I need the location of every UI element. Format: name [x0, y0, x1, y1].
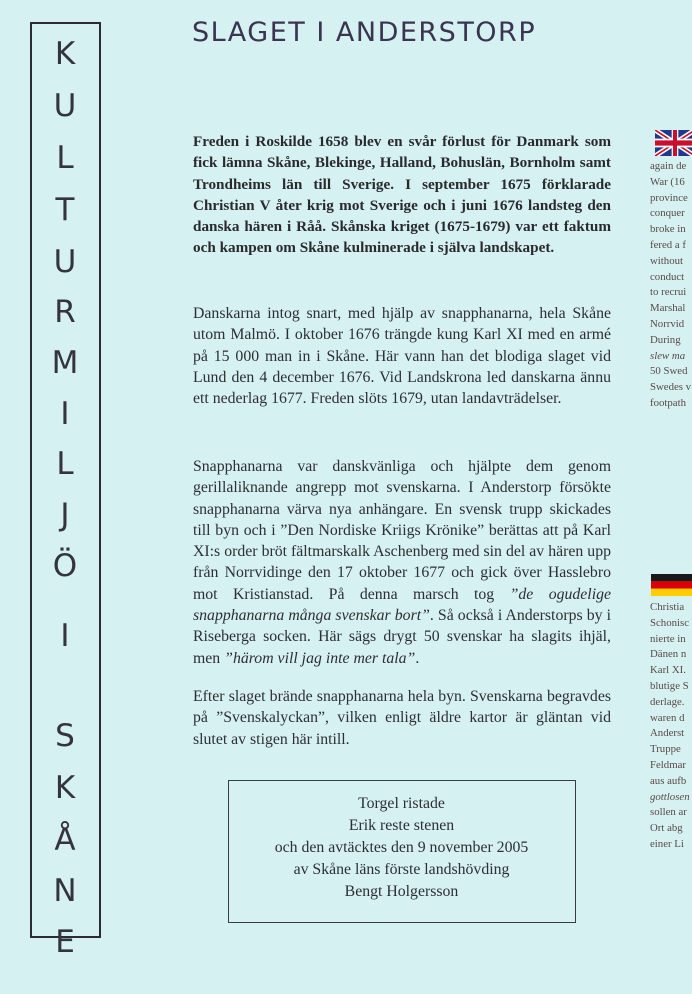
banner-letter: K — [54, 36, 77, 72]
side-text-line: aus aufb — [650, 774, 687, 787]
paragraph-2-text-c: . — [415, 649, 420, 667]
credit-line: av Skåne läns förste landshövding — [293, 861, 510, 878]
side-text-line: fered a f — [650, 238, 686, 251]
banner-letter: M — [51, 345, 80, 381]
side-text-line: without — [650, 254, 683, 267]
side-text-line: Ort abg — [650, 822, 683, 835]
banner-letter: I — [60, 396, 71, 432]
banner-letter: E — [55, 924, 76, 960]
side-text-line: Schonisc — [650, 616, 689, 629]
banner-letter: L — [56, 446, 75, 482]
side-text-line: Swedes v — [650, 381, 692, 394]
side-text-line: Marshal — [650, 302, 686, 315]
banner-letter: T — [55, 192, 76, 228]
paragraph-1: Danskarna intog snart, med hjälp av snapphanarna, hela Skåne utom Malmö. I oktober 1676 trängde kung Karl XI med en armé på 15 000 man in i Skåne. Här vann han det blodiga slaget vid Lund den 4 december 1676. Vid Landskrona led danskarna ännu ett nederlag 1677. Freden slöts 1679, utan landavträdelser. — [193, 305, 611, 408]
kulturmiljo-banner — [30, 22, 101, 960]
banner-letter: K — [54, 770, 77, 806]
intro-paragraph: Freden i Roskilde 1658 blev en svår förlust för Danmark som fick lämna Skåne, Blekinge, Halland, Bohuslän, Bornholm samt Trondheims län till Sverige. I september 1675 förklarade Christian V åter krig mot Sverige och i juni 1676 landsteg den danska hären i Råå. Skånska kriget (1675-1679) var ett faktum och kampen om Skåne kulminerade i själva landskapet. — [193, 133, 611, 257]
side-text-line: Norrvid — [650, 317, 685, 330]
credit-line: Erik reste stenen — [348, 817, 455, 834]
side-text-line: Karl XI. — [650, 664, 686, 677]
side-text-line: Feldmar — [650, 758, 686, 771]
banner-letter: L — [56, 140, 75, 176]
side-text-line: Christia — [650, 601, 685, 613]
german-flag-icon — [651, 574, 692, 596]
side-text-line: conduct — [650, 270, 685, 283]
side-text-line: 50 Swed — [650, 365, 688, 378]
banner-letter: I — [60, 618, 71, 654]
side-text-line: Anderst — [650, 727, 685, 740]
side-text-line: slew ma — [650, 349, 686, 362]
paragraph-2-text-a: Snapphanarna var danskvänliga och hjälpte dem genom gerillaliknande angrepp mot svenskarna. I Anderstorp försökte snapphanarna värva nya anhängare. En svensk trupp skickades till byn och i ”Den Nordiske Kriigs Krönike” berättas att på Karl XI:s order bröt fältmarskalk Aschenberg med sin del av hären upp från Norrvidinge den 17 oktober 1677 och gick över Hasslebro mot Kristianstad. På denna marsch tog — [193, 458, 611, 603]
banner-letter: N — [53, 873, 78, 909]
side-text-line: einer Li — [650, 837, 684, 850]
quote-2: ”härom vill jag inte mer tala” — [224, 649, 416, 667]
side-text-line: conquer — [650, 207, 685, 220]
paragraph-3: Efter slaget brände snapphanarna hela byn. Svenskarna begravdes på ”Svenskalyckan”, vilken enligt äldre kartor är gläntan vid slutet av stigen här intill. — [193, 688, 611, 748]
credit-line: och den avtäcktes den 9 november 2005 — [274, 839, 529, 856]
uk-flag-icon — [655, 130, 692, 156]
side-text-line: nierte in — [650, 632, 686, 645]
banner-letter: R — [54, 294, 77, 330]
credits-box — [228, 780, 576, 923]
banner-letter: Ö — [52, 548, 79, 584]
side-text-line: sollen ar — [650, 806, 687, 819]
banner-letter: Å — [54, 822, 77, 858]
credit-line: Torgel ristade — [358, 795, 445, 812]
paragraph-2 — [193, 456, 611, 669]
german-text-column — [650, 600, 692, 853]
side-text-line: blutige S — [650, 679, 689, 692]
side-text-line: again de — [650, 160, 687, 172]
english-text-column — [650, 159, 692, 412]
quote-1: ”de ogudelige snapphanarna många svenskar bort” — [193, 585, 611, 625]
banner-letter: U — [53, 244, 78, 280]
side-text-line: Dänen n — [650, 648, 687, 661]
side-text-line: derlage. — [650, 695, 685, 708]
side-text-line: gottlosen — [650, 790, 690, 803]
side-text-line: waren d — [650, 711, 685, 724]
page-title: SLAGET I ANDERSTORP — [192, 17, 537, 48]
side-text-line: footpath — [650, 396, 686, 409]
side-text-line: to recrui — [650, 286, 687, 299]
side-text-line: Truppe — [650, 743, 681, 756]
side-text-line: province — [650, 191, 688, 204]
side-text-line: War (16 — [650, 175, 685, 188]
banner-letter: S — [55, 718, 76, 754]
side-text-line: broke in — [650, 223, 686, 236]
side-text-line: During — [650, 333, 681, 346]
banner-letter: J — [60, 497, 71, 533]
paragraph-2-text-b: . Så också i Anderstorps by i Riseberga socken. Här sägs drygt 50 svenskar ha slagits ihjäl, men — [193, 607, 611, 667]
credit-line: Bengt Holgersson — [344, 883, 459, 900]
banner-letter: U — [53, 88, 78, 124]
